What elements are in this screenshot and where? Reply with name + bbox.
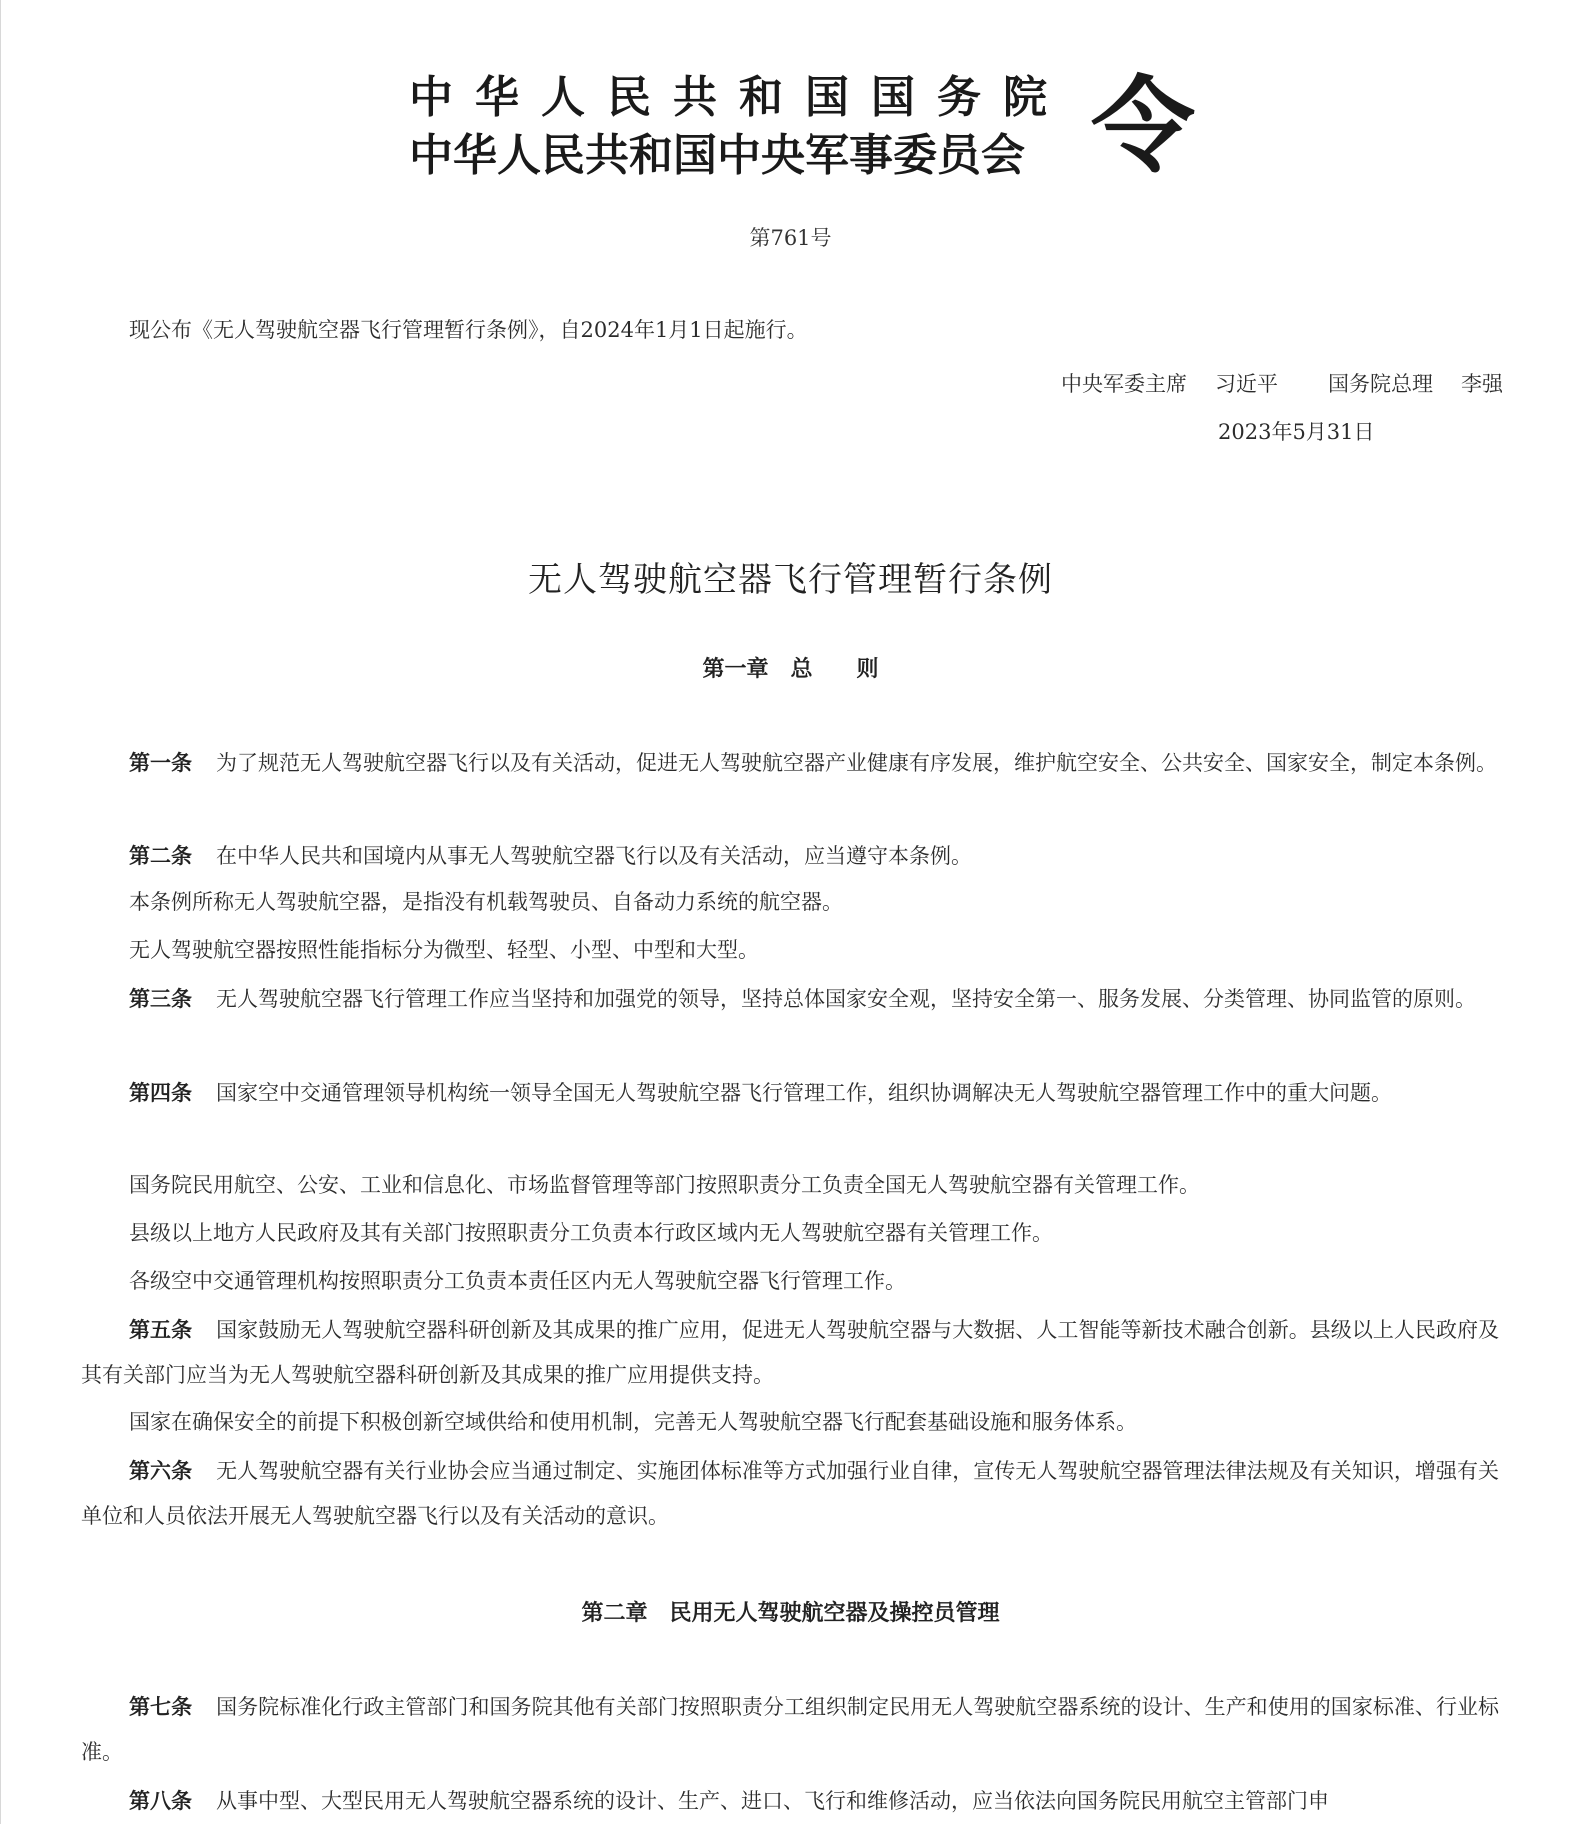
article-6-label: 第六条	[129, 1458, 193, 1483]
issuer-header	[1, 62, 1579, 192]
article-6-text: 无人驾驶航空器有关行业协会应当通过制定、实施团体标准等方式加强行业自律，宣传无人驾驶航空器管理法律法规及有关知识，增强有关单位和人员依法开展无人驾驶航空器飞行以及有关活动的意识。	[81, 1459, 1500, 1528]
article-1	[81, 740, 1499, 786]
article-4-paragraph-4: 各级空中交通管理机构按照职责分工负责本责任区内无人驾驶航空器飞行管理工作。	[129, 1269, 906, 1293]
signers	[1061, 368, 1503, 398]
cmc-name: 习近平	[1215, 372, 1278, 396]
article-5-text: 国家鼓励无人驾驶航空器科研创新及其成果的推广应用，促进无人驾驶航空器与大数据、人工智能等新技术融合创新。县级以上人民政府及其有关部门应当为无人驾驶航空器科研创新及其成果的推广应用提供支持。	[81, 1318, 1500, 1387]
article-8-label: 第八条	[129, 1788, 192, 1813]
article-4-label: 第四条	[129, 1080, 192, 1105]
issue-date: 2023年5月31日	[1218, 420, 1375, 444]
article-5	[81, 1307, 1499, 1398]
cmc-title: 中央军委主席	[1061, 372, 1187, 396]
article-2-paragraph-3: 无人驾驶航空器按照性能指标分为微型、轻型、小型、中型和大型。	[129, 938, 759, 962]
decree-number: 第761号	[749, 226, 832, 250]
chapter-1-heading: 第一章 总 则	[702, 656, 879, 682]
article-7-label: 第七条	[129, 1694, 193, 1719]
premier-name: 李强	[1461, 372, 1503, 396]
article-4-paragraph-2: 国务院民用航空、公安、工业和信息化、市场监督管理等部门按照职责分工负责全国无人驾驶航空器有关管理工作。	[129, 1173, 1200, 1197]
article-8	[81, 1778, 1499, 1824]
issuer-military-commission: 中华人民共和国中央军事委员会	[409, 130, 1025, 181]
article-2-label: 第二条	[129, 843, 192, 868]
article-1-label: 第一条	[129, 750, 192, 775]
announcement: 现公布《无人驾驶航空器飞行管理暂行条例》，自2024年1月1日起施行。	[129, 318, 808, 342]
article-7-text: 国务院标准化行政主管部门和国务院其他有关部门按照职责分工组织制定民用无人驾驶航空器系统的设计、生产和使用的国家标准、行业标准。	[81, 1695, 1500, 1764]
article-4-text: 国家空中交通管理领导机构统一领导全国无人驾驶航空器飞行管理工作，组织协调解决无人驾驶航空器管理工作中的重大问题。	[216, 1081, 1392, 1105]
article-8-text: 从事中型、大型民用无人驾驶航空器系统的设计、生产、进口、飞行和维修活动，应当依法向国务院民用航空主管部门申	[216, 1789, 1329, 1813]
regulation-title: 无人驾驶航空器飞行管理暂行条例	[528, 560, 1053, 600]
issuer-state-council: 中华人民共和国国务院	[409, 72, 1069, 123]
article-3-label: 第三条	[129, 986, 192, 1011]
article-5-paragraph-2: 国家在确保安全的前提下积极创新空域供给和使用机制，完善无人驾驶航空器飞行配套基础设施和服务体系。	[129, 1410, 1137, 1434]
article-6	[81, 1448, 1499, 1539]
article-2-text: 在中华人民共和国境内从事无人驾驶航空器飞行以及有关活动，应当遵守本条例。	[216, 844, 972, 868]
article-7	[81, 1684, 1499, 1775]
premier-title: 国务院总理	[1328, 372, 1433, 396]
article-1-text: 为了规范无人驾驶航空器飞行以及有关活动，促进无人驾驶航空器产业健康有序发展，维护航空安全、公共安全、国家安全，制定本条例。	[216, 751, 1497, 775]
article-3-text: 无人驾驶航空器飞行管理工作应当坚持和加强党的领导，坚持总体国家安全观，坚持安全第一、服务发展、分类管理、协同监管的原则。	[216, 987, 1476, 1011]
article-4-paragraph-3: 县级以上地方人民政府及其有关部门按照职责分工负责本行政区域内无人驾驶航空器有关管理工作。	[129, 1221, 1053, 1245]
article-2	[81, 833, 1499, 879]
article-3	[81, 976, 1499, 1022]
article-2-paragraph-2: 本条例所称无人驾驶航空器，是指没有机载驾驶员、自备动力系统的航空器。	[129, 890, 843, 914]
decree-character: 令	[1091, 65, 1196, 187]
article-4	[81, 1070, 1499, 1116]
chapter-2-heading: 第二章 民用无人驾驶航空器及操控员管理	[581, 1600, 1000, 1626]
article-5-label: 第五条	[129, 1317, 193, 1342]
